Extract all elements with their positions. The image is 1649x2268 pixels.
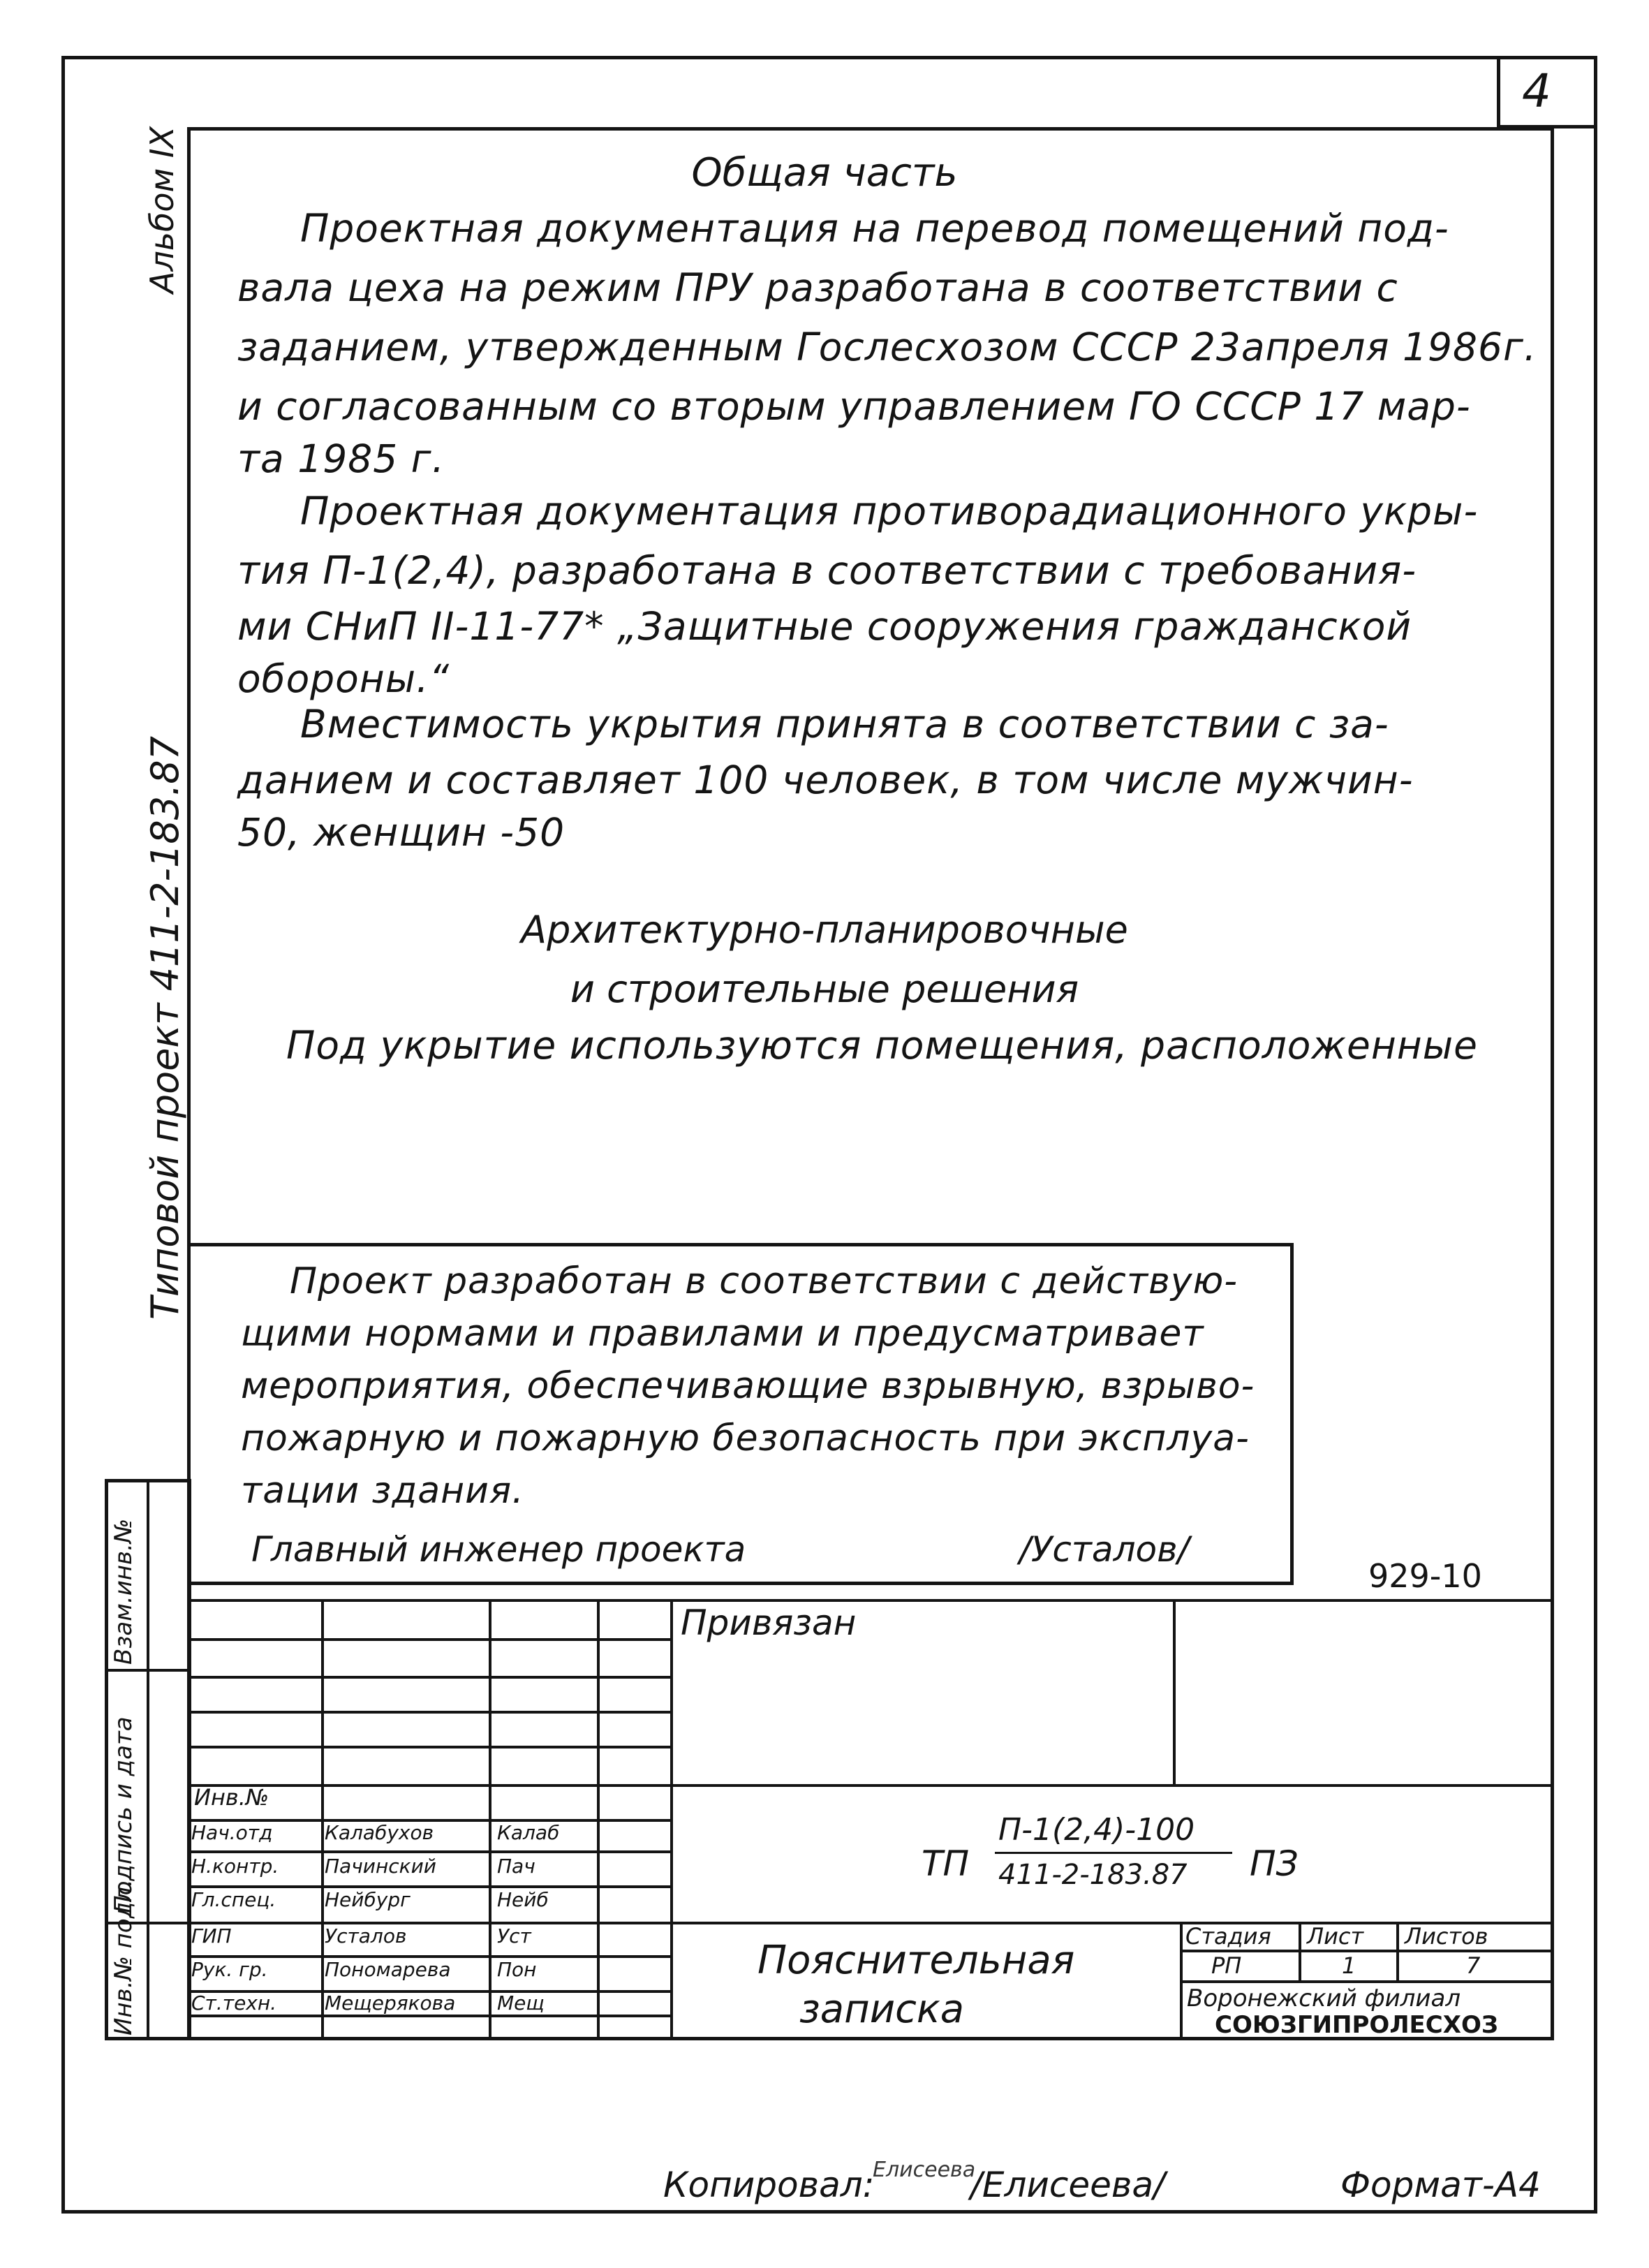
inv-replace-label: Взам.инв.№	[110, 1518, 138, 1665]
tb-row	[187, 1746, 670, 1748]
staff-role: Ст.техн.	[191, 1991, 277, 2015]
text-line: обороны.“	[237, 656, 450, 701]
staff-role: ГИП	[191, 1924, 232, 1947]
staff-signature: Мещ	[497, 1991, 545, 2015]
staff-role: Н.контр.	[191, 1855, 279, 1878]
page-number: 4	[1522, 64, 1551, 118]
org-line-2: СОЮЗГИПРОЛЕСХОЗ	[1215, 2011, 1499, 2039]
staff-name: Мещерякова	[325, 1991, 456, 2015]
chief-engineer-name: /Усталов/	[1019, 1529, 1190, 1570]
doc-title-2: записка	[799, 1987, 965, 2032]
staff-signature: Калаб	[497, 1821, 560, 1844]
ref-code: 929-10	[1368, 1557, 1482, 1595]
left-stamp-divider	[147, 1479, 149, 2040]
copied-name: /Елисеева/	[970, 2165, 1165, 2205]
tb-row	[187, 1850, 670, 1853]
tb-stage-values-line	[1180, 1980, 1554, 1983]
text-line: заданием, утвержденным Гослесхозом СССР 23апреля 1986г.	[237, 325, 1537, 369]
org-line-1: Воронежский филиал	[1187, 1984, 1461, 2012]
inv-no-label: Инв.№	[194, 1784, 269, 1811]
doc-suffix: ПЗ	[1250, 1843, 1299, 1884]
note-line: пожарную и пожарную безопасность при эксплуа-	[241, 1418, 1250, 1459]
doc-fraction-bar	[995, 1852, 1232, 1854]
bound-label: Привязан	[681, 1603, 857, 1643]
note-line: мероприятия, обеспечивающие взрывную, взрыво-	[241, 1365, 1255, 1407]
doc-denominator: 411-2-183.87	[998, 1859, 1188, 1891]
staff-signature: Пач	[497, 1855, 535, 1878]
doc-prefix: ТП	[922, 1843, 970, 1884]
left-stamp-line-1	[105, 1669, 191, 1672]
text-line: вала цеха на режим ПРУ разработана в соответствии с	[237, 265, 1398, 310]
tb-top-line	[187, 1599, 1554, 1602]
sheet-value: 1	[1342, 1952, 1356, 1979]
sheet-label: Лист	[1307, 1923, 1364, 1950]
staff-signature: Нейб	[497, 1888, 549, 1911]
text-line: Проектная документация противорадиационного укры-	[300, 489, 1479, 533]
staff-name: Пономарева	[325, 1958, 451, 1981]
tb-stage-col-2	[1396, 1922, 1399, 1980]
copied-signature: Елисеева	[873, 2158, 976, 2182]
staff-name: Усталов	[325, 1924, 407, 1947]
text-line: Вместимость укрытия принята в соответствии с за-	[300, 702, 1389, 746]
tb-stage-col-1	[1299, 1922, 1301, 1980]
doc-title-1: Пояснительная	[757, 1938, 1075, 1983]
text-line: тия П-1(2,4), разработана в соответствии с требования-	[237, 548, 1417, 593]
arch-text-line: Под укрытие используются помещения, расположенные	[286, 1023, 1479, 1068]
sign-date-label: Подпись и дата	[110, 1716, 138, 1913]
tb-row	[187, 1784, 1554, 1787]
text-line: данием и составляет 100 человек, в том числе мужчин-	[237, 758, 1414, 802]
section-heading-arch-2: и строительные решения	[570, 967, 1079, 1011]
staff-role: Гл.спец.	[191, 1888, 276, 1911]
staff-name: Нейбург	[325, 1888, 411, 1911]
format-label: Формат-А4	[1340, 2165, 1541, 2205]
staff-name: Пачинский	[325, 1855, 436, 1878]
tb-bound-divider	[1173, 1599, 1176, 1784]
album-label: Альбом IX	[143, 126, 181, 293]
sheets-value: 7	[1466, 1952, 1481, 1979]
note-line: Проект разработан в соответствии с действую-	[290, 1260, 1238, 1302]
tb-row	[187, 2015, 670, 2017]
chief-engineer-label: Главный инженер проекта	[251, 1529, 746, 1570]
section-heading-general: Общая часть	[691, 150, 958, 196]
inv-orig-label: Инв.№ подл.	[110, 1879, 138, 2035]
note-line: щими нормами и правилами и предусматривает	[241, 1313, 1204, 1355]
tb-col-4	[670, 1599, 673, 2040]
text-line: та 1985 г.	[237, 436, 445, 481]
tb-row	[187, 1676, 670, 1679]
staff-signature: Пон	[497, 1958, 537, 1981]
sheets-label: Листов	[1405, 1923, 1488, 1950]
text-line: и согласованным со вторым управлением ГО СССР 17 мар-	[237, 384, 1471, 429]
copied-label: Копировал:	[663, 2165, 875, 2205]
staff-role: Рук. гр.	[191, 1958, 268, 1981]
staff-signature: Уст	[497, 1924, 531, 1947]
stage-value: РП	[1211, 1952, 1242, 1979]
tb-row	[187, 1711, 670, 1714]
text-line: 50, женщин -50	[237, 810, 565, 855]
stage-label: Стадия	[1185, 1923, 1271, 1950]
staff-name: Калабухов	[325, 1821, 434, 1844]
text-line: ми СНиП II-11-77* „Защитные сооружения гражданской	[237, 604, 1412, 649]
tb-row	[187, 1638, 670, 1641]
section-heading-arch-1: Архитектурно-планировочные	[521, 908, 1128, 952]
doc-numerator: П-1(2,4)-100	[998, 1812, 1195, 1848]
staff-role: Нач.отд	[191, 1821, 273, 1844]
project-label: Типовой проект 411-2-183.87	[143, 736, 187, 1320]
note-line: тации здания.	[241, 1470, 524, 1512]
text-line: Проектная документация на перевод помещений под-	[300, 206, 1449, 251]
